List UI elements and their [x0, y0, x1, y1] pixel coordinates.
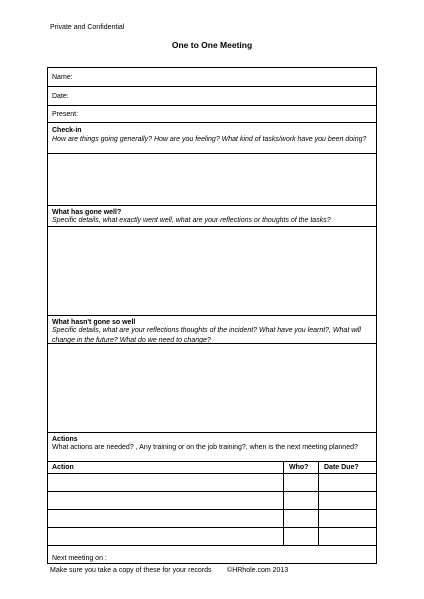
- date-column-divider: [318, 462, 319, 546]
- present-row[interactable]: [48, 106, 376, 123]
- footer-note: Make sure you take a copy of these for your records: [50, 567, 212, 574]
- next-meeting-label: Next meeting on :: [52, 555, 107, 562]
- not-well-title: What hasn't gone so well: [52, 319, 136, 326]
- date-due-column-header: Date Due?: [324, 464, 359, 471]
- went-well-response-area[interactable]: [48, 227, 376, 316]
- went-well-title: What has gone well?: [52, 209, 122, 216]
- meeting-form: [47, 67, 377, 564]
- went-well-prompt: Specific details, what exactly went well, what are your reflections or thoughts of the tasks?: [52, 217, 331, 224]
- footer-copyright: ©HRhole.com 2013: [227, 567, 289, 574]
- checkin-title: Check-in: [52, 127, 82, 134]
- went-well-header: [48, 206, 376, 227]
- action-row[interactable]: [48, 528, 376, 546]
- date-row[interactable]: [48, 87, 376, 106]
- actions-title: Actions: [52, 436, 78, 443]
- name-label: Name:: [52, 74, 73, 81]
- actions-table-header: [48, 462, 376, 474]
- not-well-header: [48, 316, 376, 344]
- who-column-divider: [283, 462, 284, 546]
- who-column-header: Who?: [289, 464, 309, 471]
- footer: [50, 567, 288, 574]
- checkin-prompt: How are things going generally? How are you feeling? What kind of tasks/work have you been doing?: [52, 136, 367, 143]
- confidentiality-label: Private and Confidential: [50, 24, 125, 31]
- page-title: One to One Meeting: [171, 40, 253, 50]
- checkin-header: [48, 123, 376, 154]
- action-column-header: Action: [52, 464, 74, 471]
- checkin-response-area[interactable]: [48, 154, 376, 206]
- actions-prompt: What actions are needed? , Any training or on the job training?, when is the next meeting planned?: [52, 444, 358, 451]
- next-meeting-row[interactable]: [48, 546, 376, 565]
- not-well-prompt: Specific details, what are your reflections thoughts of the incident? What have you learnt?, What will change in the future? What do we need to change?: [52, 327, 361, 344]
- action-row[interactable]: [48, 492, 376, 510]
- action-row[interactable]: [48, 474, 376, 492]
- name-row[interactable]: [48, 68, 376, 87]
- date-label: Date:: [52, 93, 69, 100]
- present-label: Present:: [52, 111, 79, 118]
- not-well-response-area[interactable]: [48, 344, 376, 433]
- action-row[interactable]: [48, 510, 376, 528]
- actions-header: [48, 433, 376, 462]
